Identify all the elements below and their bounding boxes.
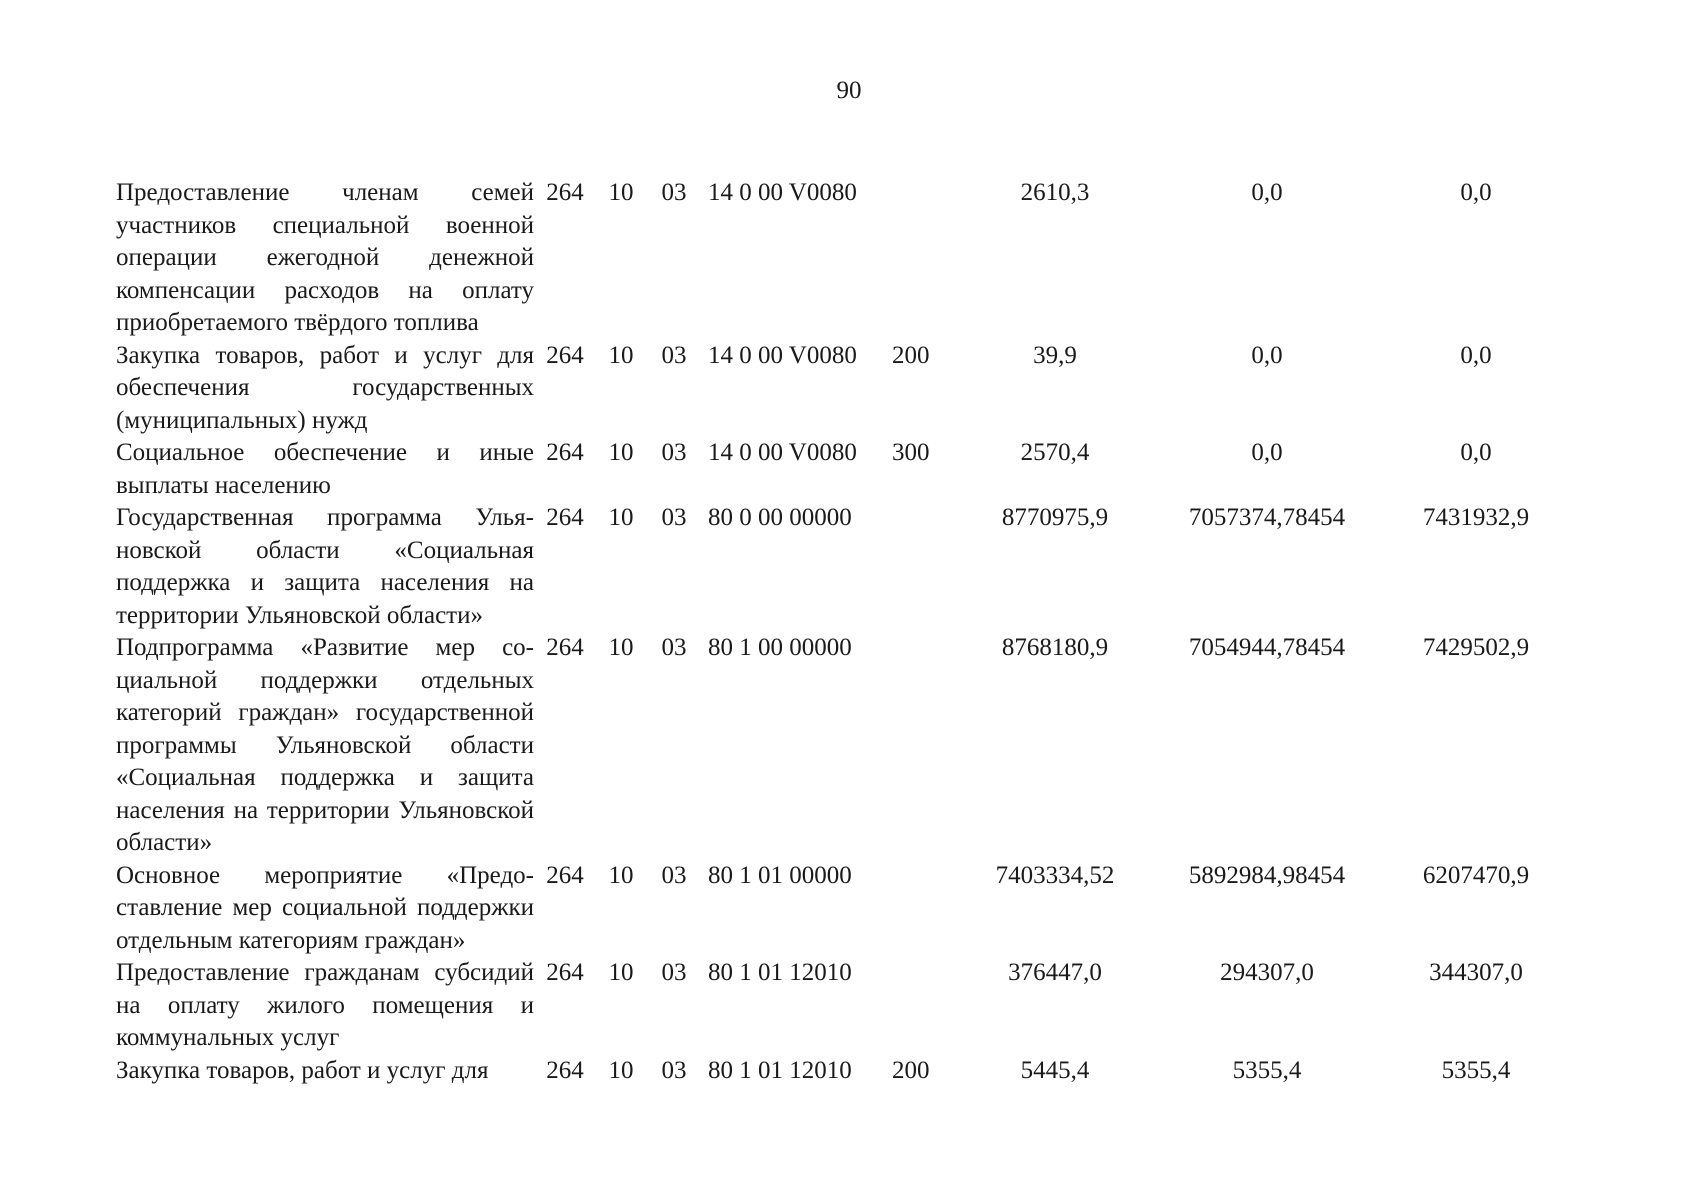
row-ved-code: 264	[546, 861, 584, 889]
row-section-code: 10	[608, 634, 634, 661]
row-amount-year-3: 7431932,9	[1422, 504, 1530, 531]
row-section-code: 10	[608, 504, 634, 531]
row-description: Подпрограмма «Развитие мер социальной поддержки отдельных категорий граждан» государственной программы Ульяновской области «Социальная поддержка и защита населения на территории Ульяновской области»	[116, 634, 534, 856]
table-row	[116, 957, 1588, 1055]
row-amount-year-2: 0,0	[1251, 341, 1283, 369]
row-expense-type-code	[892, 860, 940, 958]
row-subsection-code: 03	[661, 341, 687, 369]
row-amount-year-3: 0,0	[1460, 179, 1492, 206]
row-subsection-code: 03	[661, 1056, 687, 1084]
row-amount-year-1: 2610,3	[1020, 179, 1090, 206]
row-ved-code: 264	[546, 504, 584, 531]
row-section-code: 10	[608, 439, 634, 466]
row-ved-code: 264	[546, 341, 584, 369]
row-subsection-code: 03	[661, 861, 687, 889]
table-row	[116, 340, 1588, 438]
row-amount-year-3: 344307,0	[1429, 959, 1523, 986]
row-target-article-code: 80 0 00 00000	[708, 504, 852, 531]
row-subsection-code: 03	[661, 959, 687, 986]
row-amount-year-1: 8770975,9	[1001, 504, 1109, 531]
table-row	[116, 177, 1588, 340]
row-ved-code: 264	[546, 1056, 584, 1084]
row-target-article-code: 80 1 00 00000	[708, 634, 852, 661]
row-target-article-code: 80 1 01 12010	[708, 959, 852, 986]
row-expense-type-code: 200	[892, 1056, 930, 1084]
row-amount-year-1: 2570,4	[1020, 439, 1090, 466]
budget-table	[116, 177, 1588, 1087]
row-amount-year-2: 0,0	[1251, 439, 1283, 466]
row-amount-year-2: 0,0	[1251, 179, 1283, 206]
row-target-article-code: 80 1 01 00000	[708, 861, 852, 889]
row-expense-type-code	[892, 632, 940, 860]
row-amount-year-3: 0,0	[1460, 439, 1492, 466]
row-ved-code: 264	[546, 439, 584, 466]
row-expense-type-code	[892, 502, 940, 632]
row-section-code: 10	[608, 1056, 634, 1084]
row-amount-year-1: 8768180,9	[1001, 634, 1109, 661]
row-target-article-code: 14 0 00 V0080	[708, 341, 857, 369]
row-amount-year-3: 6207470,9	[1422, 861, 1530, 889]
row-amount-year-2: 5892984,98454	[1188, 861, 1346, 889]
row-description: Закупка товаров, работ и услуг для	[116, 1056, 489, 1084]
page-number: 90	[836, 77, 862, 104]
row-amount-year-3: 7429502,9	[1422, 634, 1530, 661]
row-expense-type-code: 200	[892, 341, 930, 369]
table-row	[116, 502, 1588, 632]
row-expense-type-code: 300	[892, 439, 930, 466]
row-subsection-code: 03	[661, 179, 687, 206]
row-target-article-code: 14 0 00 V0080	[708, 179, 857, 206]
row-expense-type-code	[892, 957, 940, 1055]
row-subsection-code: 03	[661, 634, 687, 661]
row-description: Предоставление членам семей участников специальной военной операции ежегодной денежной компенсации расходов на оплату приобретаемого твёрдого топлива	[116, 179, 534, 336]
row-section-code: 10	[608, 861, 634, 889]
row-ved-code: 264	[546, 634, 584, 661]
row-target-article-code: 80 1 01 12010	[708, 1056, 852, 1084]
row-subsection-code: 03	[661, 504, 687, 531]
row-amount-year-2: 5355,4	[1232, 1056, 1302, 1084]
row-amount-year-2: 7054944,78454	[1188, 634, 1346, 661]
row-ved-code: 264	[546, 959, 584, 986]
row-section-code: 10	[608, 179, 634, 206]
row-amount-year-3: 5355,4	[1441, 1056, 1511, 1084]
row-section-code: 10	[608, 341, 634, 369]
row-subsection-code: 03	[661, 439, 687, 466]
table-row	[116, 860, 1588, 958]
row-ved-code: 264	[546, 179, 584, 206]
table-row	[116, 1055, 1588, 1088]
row-amount-year-3: 0,0	[1460, 341, 1492, 369]
row-description: Закупка товаров, работ и услуг для обеспечения государственных (муниципальных) нужд	[116, 341, 534, 434]
table-row	[116, 632, 1588, 860]
row-amount-year-1: 376447,0	[1008, 959, 1102, 986]
row-amount-year-1: 39,9	[1033, 341, 1077, 369]
table-row	[116, 437, 1588, 502]
row-description: Предоставление гражданам субсидий на оплату жилого помещения и коммунальных услуг	[116, 959, 534, 1051]
row-amount-year-1: 5445,4	[1020, 1056, 1090, 1084]
row-target-article-code: 14 0 00 V0080	[708, 439, 857, 466]
row-description: Государственная программа Ульяновской области «Социальная поддержка и защита населения на территории Ульяновской области»	[116, 504, 534, 629]
row-description: Основное мероприятие «Предоставление мер социальной поддержки отдельным категориям граждан»	[116, 861, 534, 954]
row-amount-year-2: 294307,0	[1220, 959, 1314, 986]
row-section-code: 10	[608, 959, 634, 986]
row-amount-year-2: 7057374,78454	[1188, 504, 1346, 531]
row-amount-year-1: 7403334,52	[995, 861, 1115, 889]
row-description: Социальное обеспечение и иные выплаты населению	[116, 439, 534, 499]
row-expense-type-code	[892, 177, 940, 340]
